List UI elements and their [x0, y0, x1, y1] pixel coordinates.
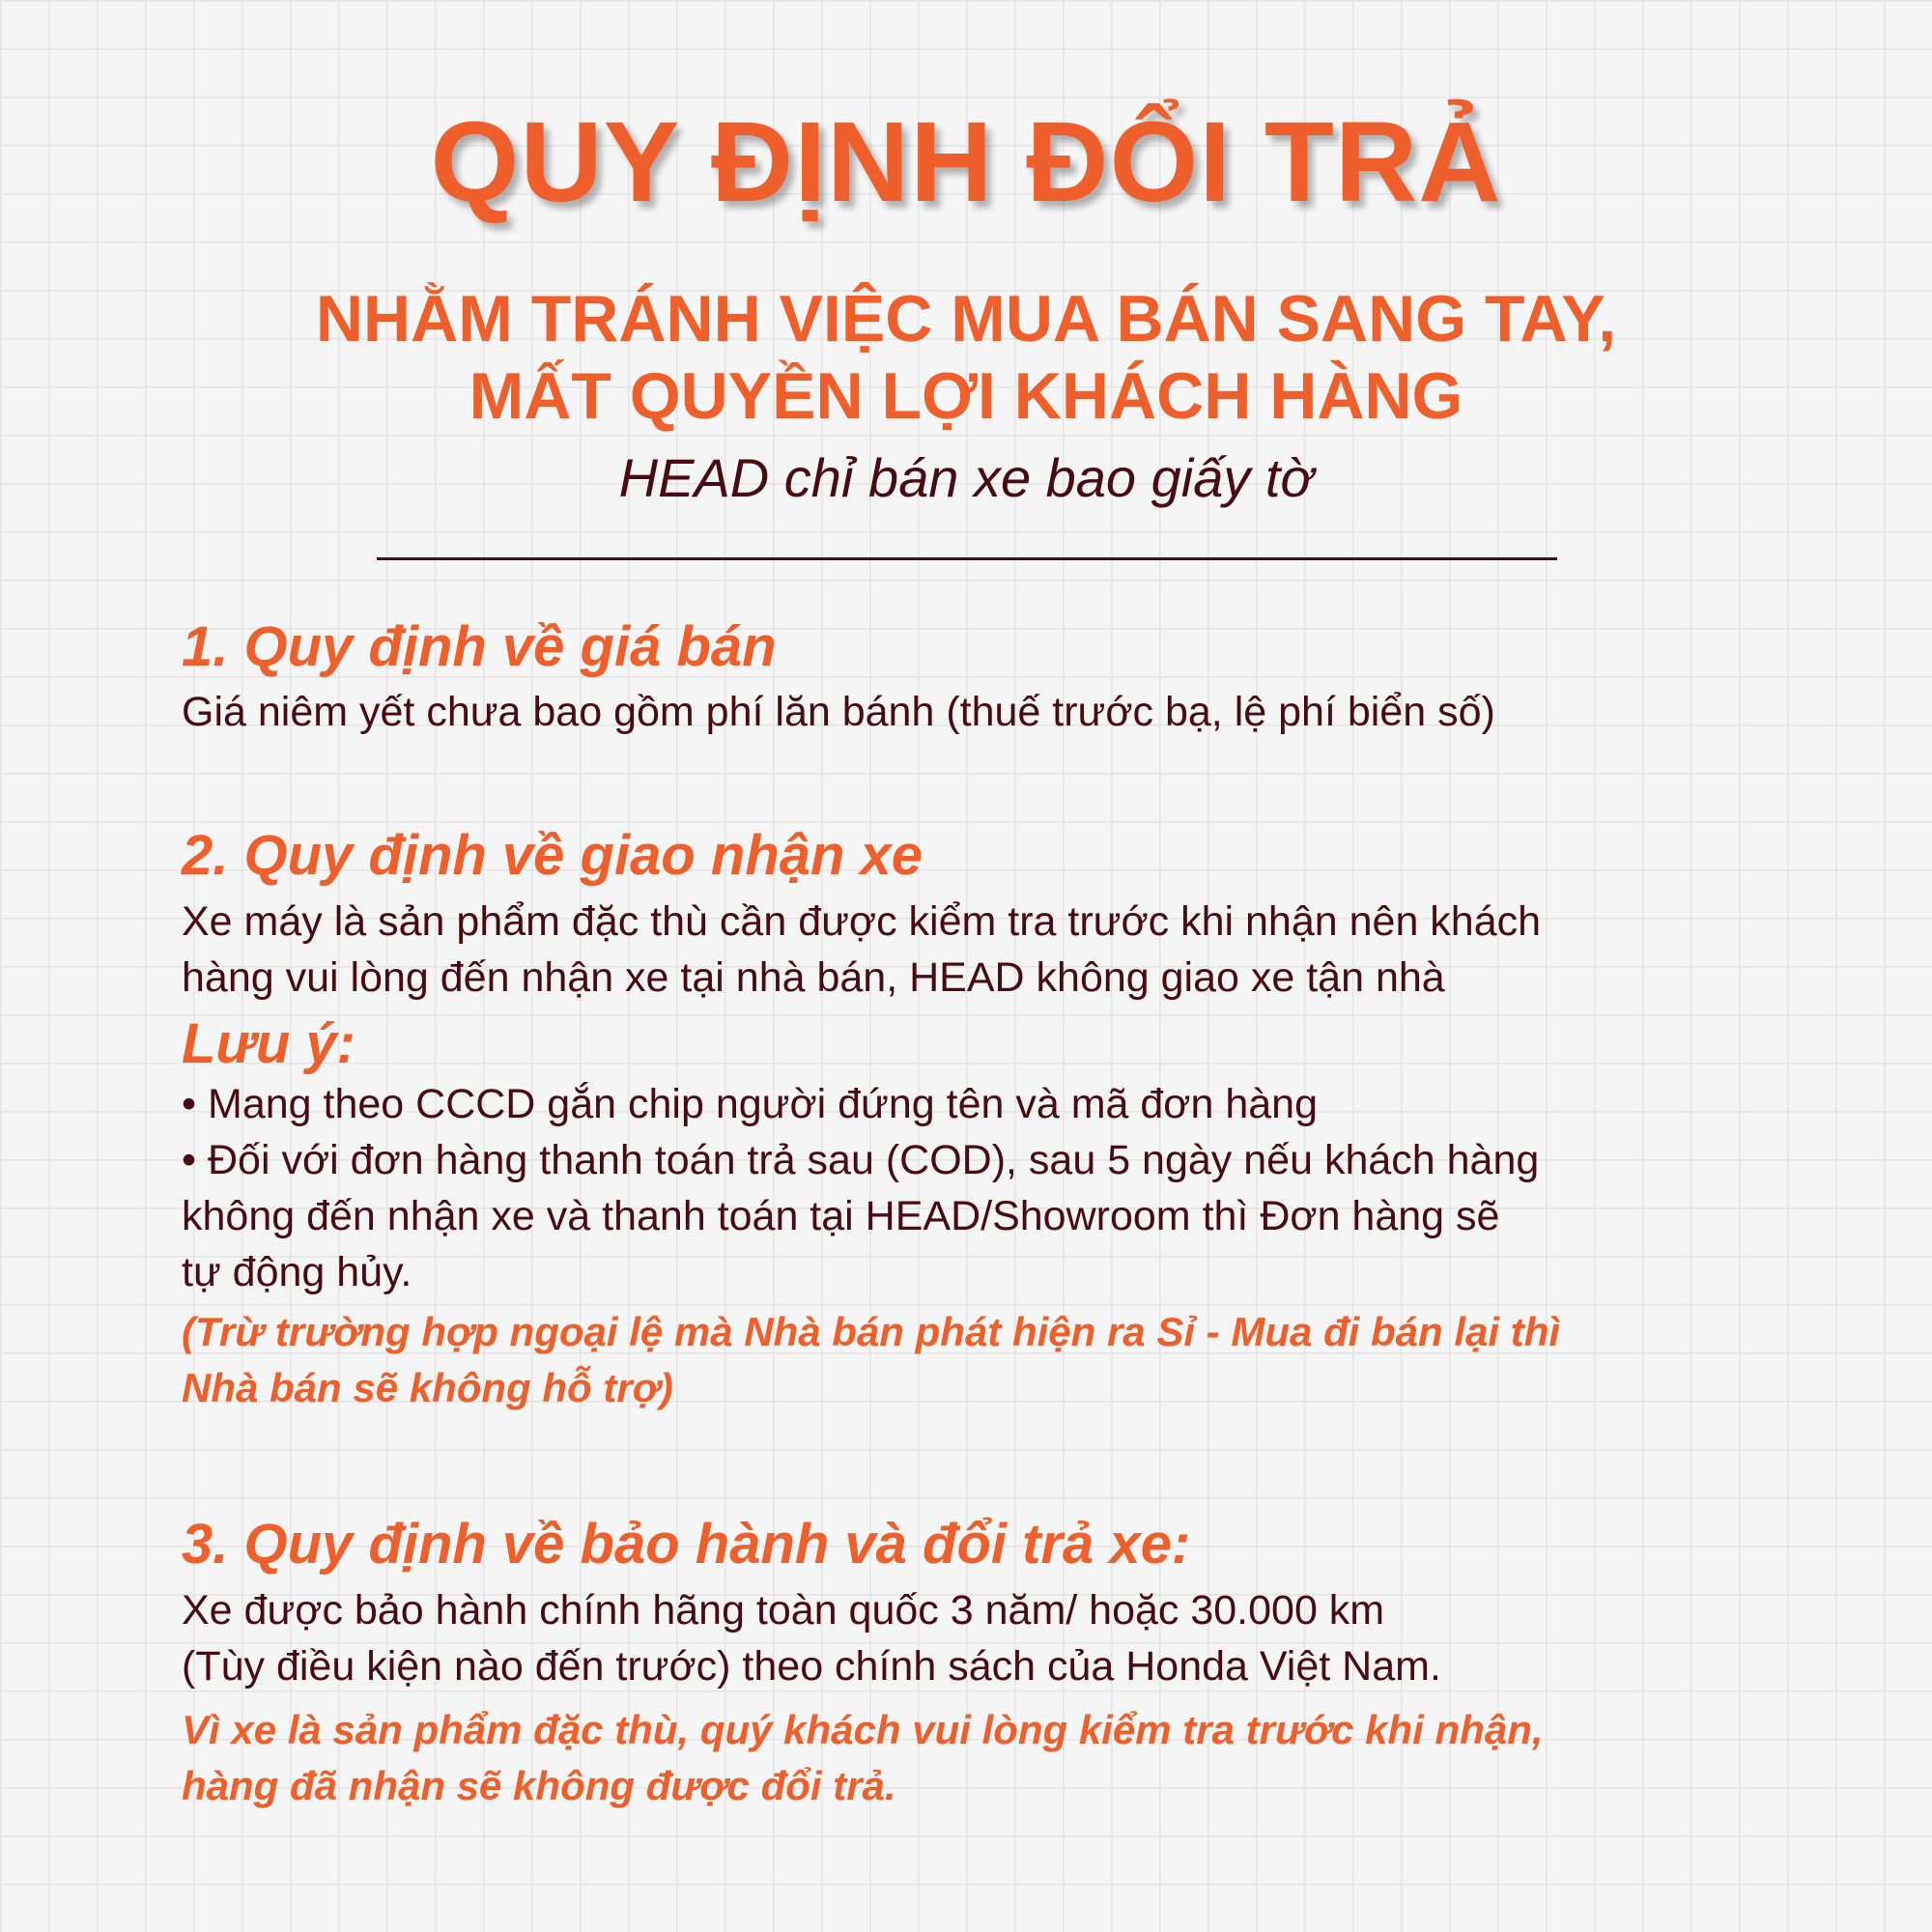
note-list: [182, 1076, 1539, 1300]
section-1-text: [182, 684, 1495, 740]
section-3-line: (Tùy điều kiện nào đến trước) theo chính sách của Honda Việt Nam.: [182, 1643, 1441, 1690]
note-heading: Lưu ý:: [182, 1012, 355, 1075]
section-3-heading: 3. Quy định về bảo hành và đổi trả xe:: [182, 1513, 1191, 1576]
section-2-heading: 2. Quy định về giao nhận xe: [182, 824, 923, 887]
note-item: tự động hủy.: [182, 1249, 412, 1295]
section-3-line: Xe được bảo hành chính hãng toàn quốc 3 năm/ hoặc 30.000 km: [182, 1587, 1385, 1634]
page-title: QUY ĐỊNH ĐỔI TRẢ: [430, 99, 1502, 226]
note-item: • Mang theo CCCD gắn chip người đứng tên và mã đơn hàng: [182, 1081, 1319, 1127]
warning-note: [182, 1702, 1544, 1814]
divider: [377, 557, 1557, 560]
subtitle: [0, 280, 1932, 435]
warning-line: hàng đã nhận sẽ không được đổi trả.: [182, 1763, 896, 1808]
warning-line: Vì xe là sản phẩm đặc thù, quý khách vui lòng kiểm tra trước khi nhận,: [182, 1707, 1544, 1752]
subtitle-line-1: NHẰM TRÁNH VIỆC MUA BÁN SANG TAY,: [315, 282, 1617, 355]
note-item: không đến nhận xe và thanh toán tại HEAD/Showroom thì Đơn hàng sẽ: [182, 1193, 1500, 1239]
exception-line: Nhà bán sẽ không hỗ trợ): [182, 1365, 673, 1410]
section-2-line: hàng vui lòng đến nhận xe tại nhà bán, HEAD không giao xe tận nhà: [182, 954, 1445, 1001]
section-3-text: [182, 1582, 1441, 1694]
section-2-line: Xe máy là sản phẩm đặc thù cần được kiểm tra trước khi nhận nên khách: [182, 898, 1542, 945]
note-item: • Đối với đơn hàng thanh toán trả sau (COD), sau 5 ngày nếu khách hàng: [182, 1137, 1540, 1183]
section-1-line: Giá niêm yết chưa bao gồm phí lăn bánh (thuế trước bạ, lệ phí biển số): [182, 689, 1495, 735]
subtitle-line-2: MẤT QUYỀN LỢI KHÁCH HÀNG: [469, 359, 1463, 433]
exception-line: (Trừ trường hợp ngoại lệ mà Nhà bán phát hiện ra Sỉ - Mua đi bán lại thì: [182, 1309, 1561, 1354]
exception-note: [182, 1304, 1560, 1416]
section-1-heading: 1. Quy định về giá bán: [182, 615, 777, 678]
tagline: HEAD chỉ bán xe bao giấy tờ: [618, 447, 1314, 508]
section-2-text: [182, 894, 1541, 1006]
